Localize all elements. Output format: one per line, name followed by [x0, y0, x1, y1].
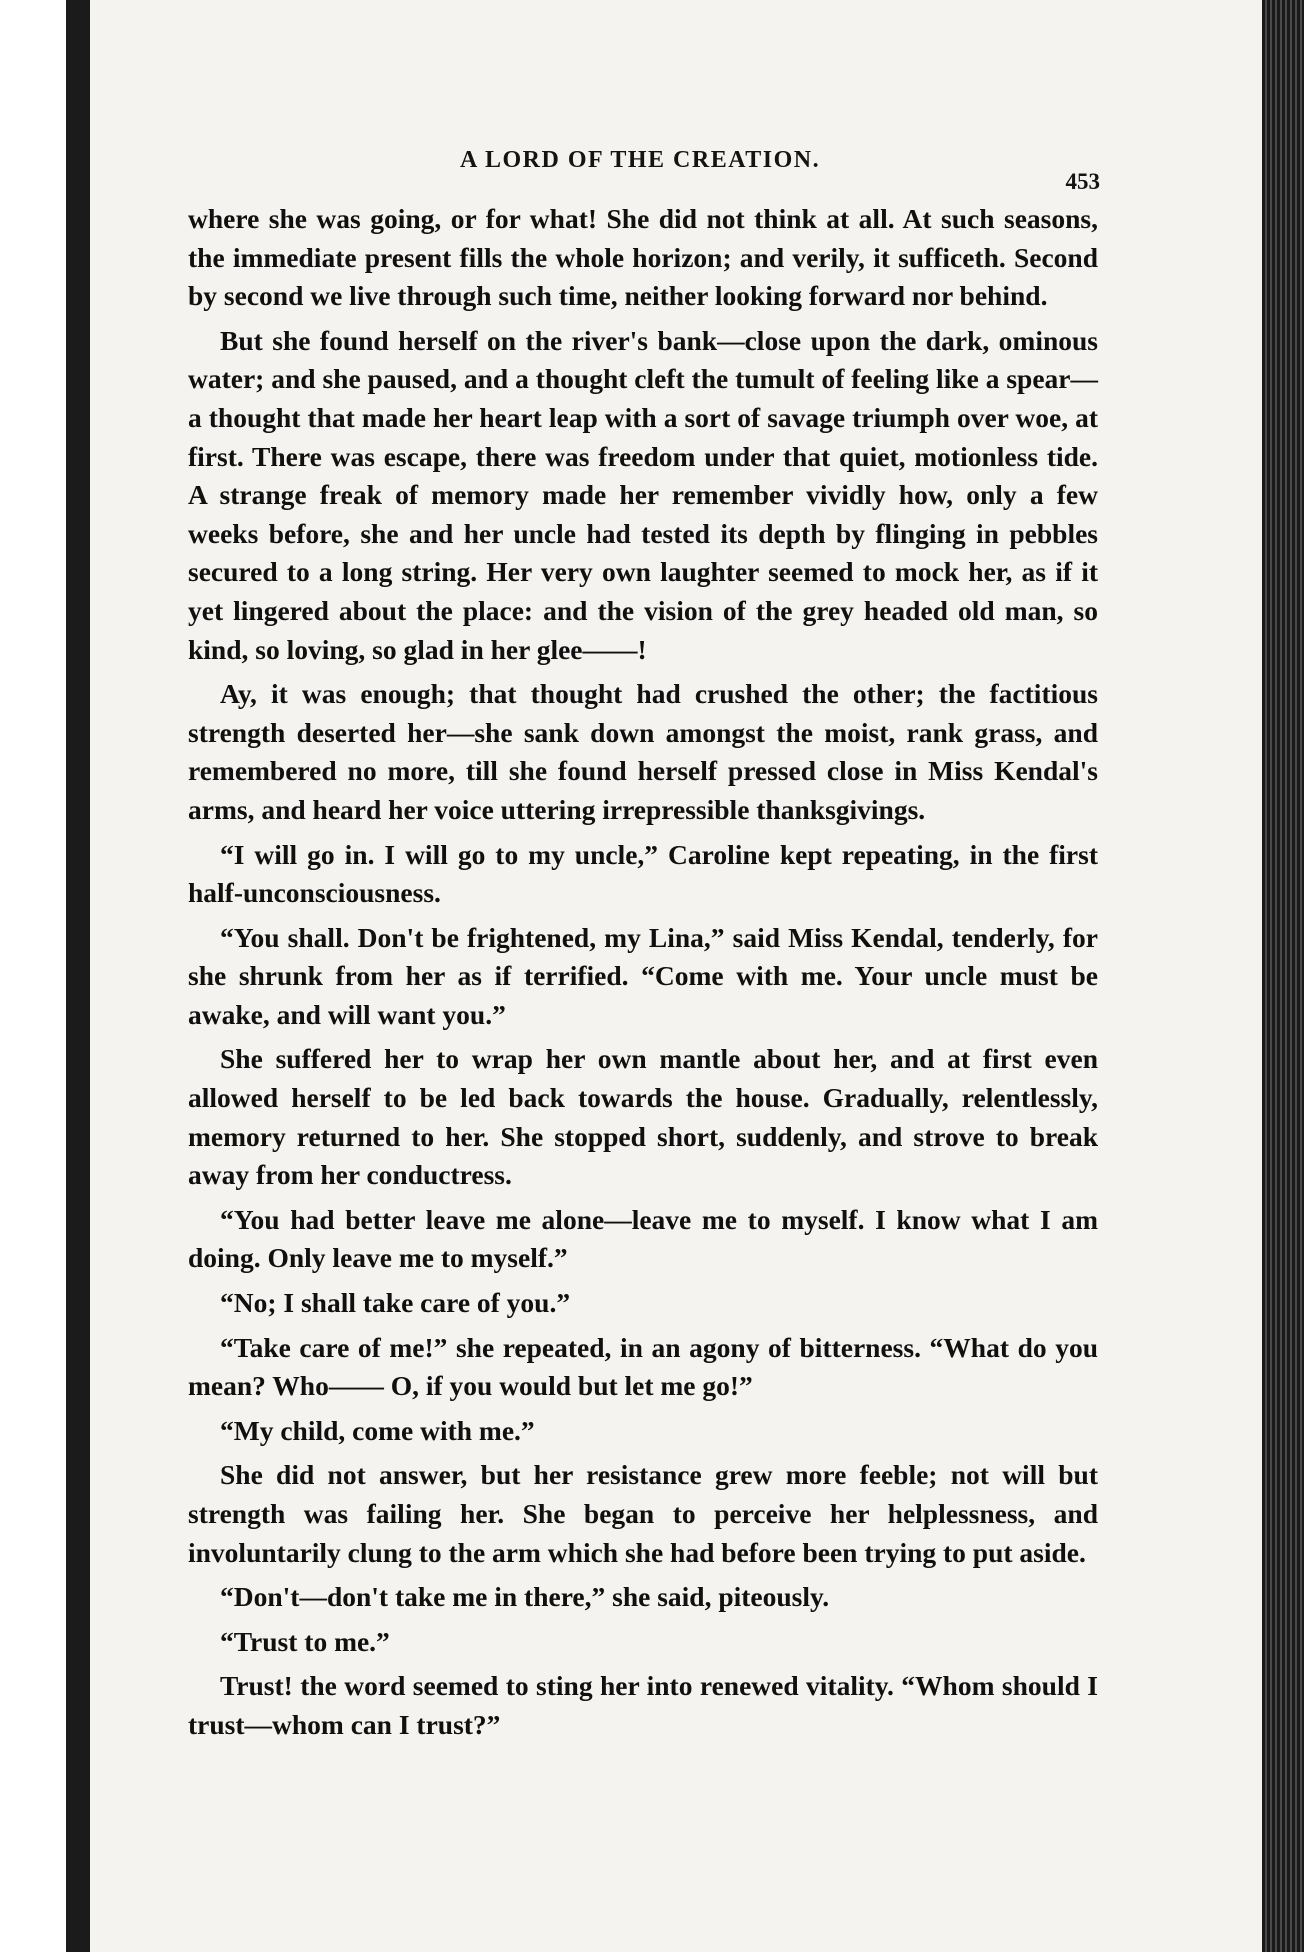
paragraph: where she was going, or for what! She did not think at all. At such seasons, the immediate present fills the whole horizon; and verily, it sufficeth. Second by second we live through such time, neither looking forward nor behind. [188, 203, 1098, 312]
page-header [100, 143, 1100, 194]
paragraph: She did not answer, but her resistance grew more feeble; not will but strength was failing her. She began to perceive her helplessness, and involuntarily clung to the arm which she had before been trying to put aside. [188, 1459, 1098, 1568]
facing-page-edge [0, 0, 72, 1952]
paragraph: “My child, come with me.” [220, 1414, 535, 1446]
page-number: 453 [1065, 169, 1100, 194]
paragraph: “I will go in. I will go to my uncle,” Caroline kept repeating, in the first half-unconsciousness. [188, 838, 1098, 909]
paragraph: “Trust to me.” [220, 1625, 390, 1657]
paragraph: “No; I shall take care of you.” [220, 1287, 571, 1319]
body-text [188, 200, 1098, 1920]
running-head: A LORD OF THE CREATION. [460, 147, 821, 173]
book-gutter [66, 0, 90, 1952]
paragraph: “Take care of me!” she repeated, in an agony of bitterness. “What do you mean? Who—— O, if you would but let me go!” [188, 1331, 1098, 1402]
paragraph: Trust! the word seemed to sting her into renewed vitality. “Whom should I trust—whom can I trust?” [188, 1670, 1098, 1740]
page-stack-edge [1262, 0, 1304, 1952]
paragraph: She suffered her to wrap her own mantle about her, and at first even allowed herself to be led back towards the house. Gradually, relentlessly, memory returned to her. She stopped short, suddenly, and strove to break away from her conductress. [188, 1043, 1098, 1191]
paragraph: “You shall. Don't be frightened, my Lina,” said Miss Kendal, tenderly, for she shrunk from her as if terrified. “Come with me. Your uncle must be awake, and will want you.” [188, 921, 1098, 1030]
paragraph: Ay, it was enough; that thought had crushed the other; the factitious strength deserted her—she sank down amongst the moist, rank grass, and remembered no more, till she found herself pressed close in Miss Kendal's arms, and heard her voice uttering irrepressible thanksgivings. [188, 678, 1098, 825]
paragraph: But she found herself on the river's bank—close upon the dark, ominous water; and she paused, and a thought cleft the tumult of feeling like a spear—a thought that made her heart leap with a sort of savage triumph over woe, at first. There was escape, there was freedom under that quiet, motionless tide. A strange freak of memory made her remember vividly how, only a few weeks before, she and her uncle had tested its depth by flinging in pebbles secured to a long string. Her very own laughter seemed to mock her, as if it yet lingered about the place: and the vision of the grey headed old man, so kind, so loving, so glad in her glee——! [188, 324, 1098, 665]
paragraph: “You had better leave me alone—leave me to myself. I know what I am doing. Only leave me to myself.” [188, 1203, 1098, 1274]
paragraph: “Don't—don't take me in there,” she said, piteously. [220, 1581, 830, 1613]
